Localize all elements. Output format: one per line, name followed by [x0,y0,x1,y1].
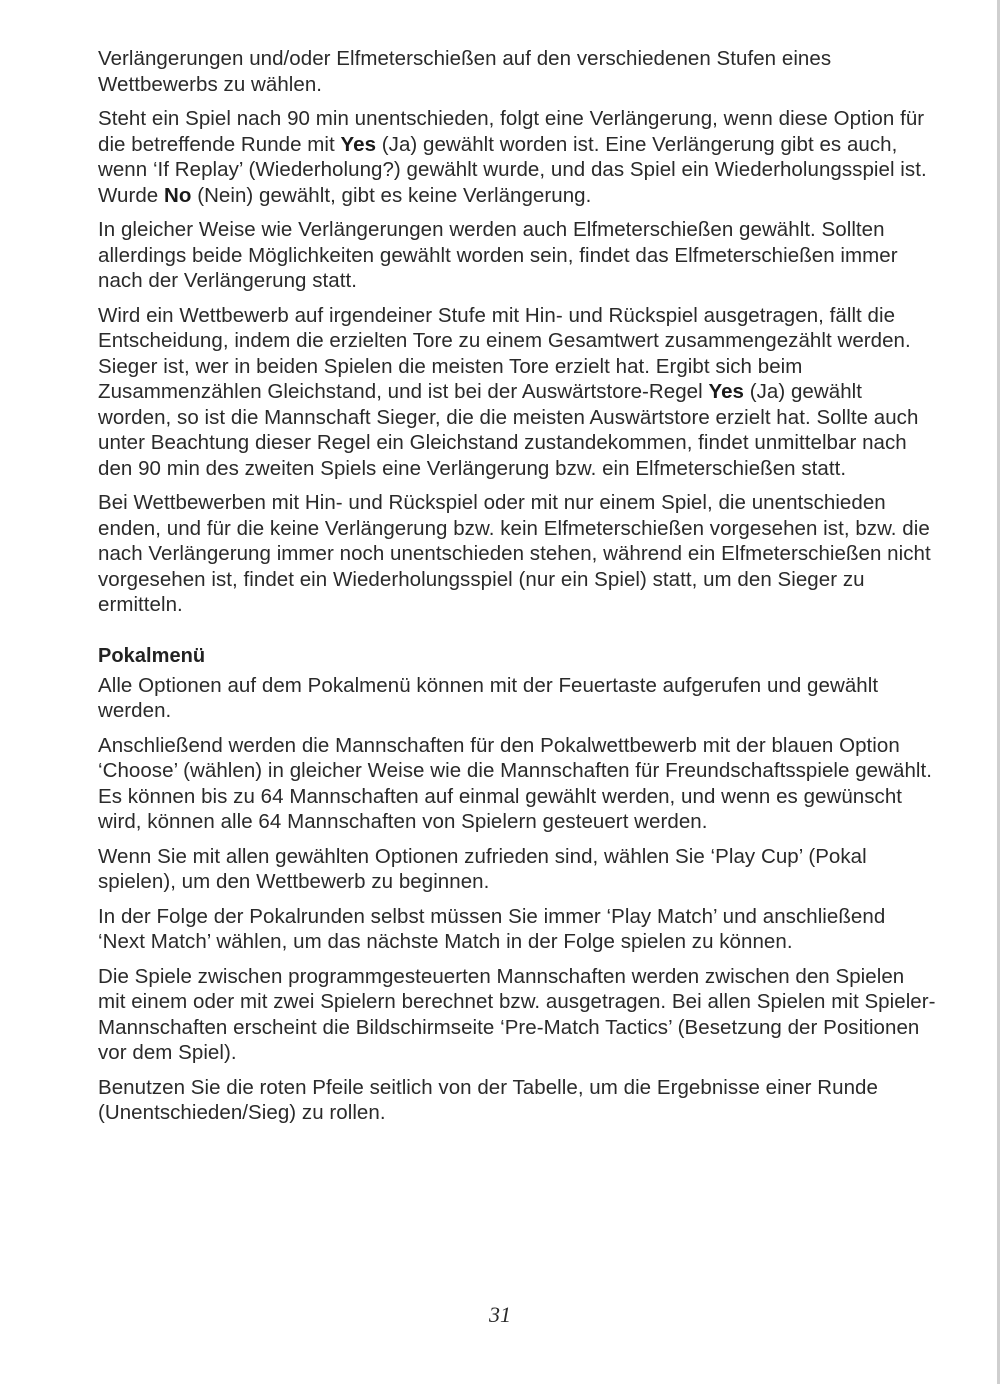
paragraph-extra-time-rules [98,106,936,208]
paragraph-cup-options: Alle Optionen auf dem Pokalmenü können mit der Feuertaste aufgerufen und gewählt werden. [98,673,879,722]
paragraph-play-cup: Wenn Sie mit allen gewählten Optionen zufrieden sind, wählen Sie ‘Play Cup’ (Pokal spielen), um den Wettbewerb zu beginnen. [98,844,867,893]
text-run: (Nein) gewählt, gibt es keine Verlängerung. [191,183,592,207]
text-run: Wird ein Wettbewerb auf irgendeiner Stufe mit Hin- und Rückspiel ausgetragen, fällt die Entscheidung, indem die erzielten Tore zu einem Gesamtwert zusammengezählt werden. Sieger ist, wer in beiden Spielen die meisten Tore erzielt hat. Ergibt sich beim Zusammenzählen Gleichstand, und ist bei der Auswärtstore-Regel [98,303,911,403]
paragraph-replay: Bei Wettbewerben mit Hin- und Rückspiel oder mit nur einem Spiel, die unentschieden enden, und für die keine Verlängerung bzw. kein Elfmeterschießen vorgesehen ist, bzw. die nach Verlängerung immer noch unentschieden stehen, während ein Elfmeterschießen nicht vorgesehen ist, findet ein Wiederholungsspiel (nur ein Spiel) statt, um den Sieger zu ermitteln. [98,491,931,616]
page-body [98,46,936,1135]
bold-yes: Yes [340,132,377,156]
paragraph-choose-teams: Anschließend werden die Mannschaften für den Pokalwettbewerb mit der blauen Option ‘Choose’ (wählen) in gleicher Weise wie die Mannschaften für Freundschaftsspiele gewählt. Es können bis zu 64 Mannschaften auf einmal gewählt werden, und wenn es gewünscht wird, können alle 64 Mannschaften von Spielern gesteuert werden. [98,733,932,833]
page-number: 31 [489,1302,511,1327]
paragraph-computer-matches: Die Spiele zwischen programmgesteuerten Mannschaften werden zwischen den Spielen mit einem oder mit zwei Spielern berechnet bzw. ausgetragen. Bei allen Spielen mit Spieler-Mannschaften erscheint die Bildschirmseite ‘Pre-Match Tactics’ (Besetzung der Positionen vor dem Spiel). [98,964,936,1064]
bold-yes: Yes [708,380,744,403]
text-run: (Ja) gewählt worden ist. Eine Verlängerung gibt es auch, wenn ‘If Replay’ (Wiederholung?) gewählt wurde, und das Spiel ein Wiederholungsspiel ist. Wurde [98,132,927,207]
text-run: (Ja) gewählt worden, so ist die Mannschaft Sieger, die die meisten Auswärtstore erzielt hat. Sollte auch unter Beachtung dieser Regel ein Gleichstand zustandekommen, findet unmittelbar nach den 90 min des zweiten Spiels eine Verlängerung bzw. ein Elfmeterschießen statt. [98,380,919,480]
paragraph-red-arrows: Benutzen Sie die roten Pfeile seitlich von der Tabelle, um die Ergebnisse einer Runde (Unentschieden/Sieg) zu rollen. [98,1075,878,1124]
section-heading-cup-menu: Pokalmenü [98,644,206,667]
bold-no: No [164,183,192,207]
paragraph-penalties: In gleicher Weise wie Verlängerungen werden auch Elfmeterschießen gewählt. Sollten allerdings beide Möglichkeiten gewählt worden sein, findet das Elfmeterschießen immer nach der Verlängerung statt. [98,218,898,292]
paragraph-extra-time-intro: Verlängerungen und/oder Elfmeterschießen auf den verschiedenen Stufen eines Wettbewerbs zu wählen. [98,47,832,96]
paragraph-play-match: In der Folge der Pokalrunden selbst müssen Sie immer ‘Play Match’ und anschließend ‘Next Match’ wählen, um das nächste Match in der Folge spielen zu können. [98,904,886,953]
paragraph-two-leg-rules [98,303,936,482]
text-run: Steht ein Spiel nach 90 min unentschieden, folgt eine Verlängerung, wenn diese Option für die betreffende Runde mit [98,107,925,156]
